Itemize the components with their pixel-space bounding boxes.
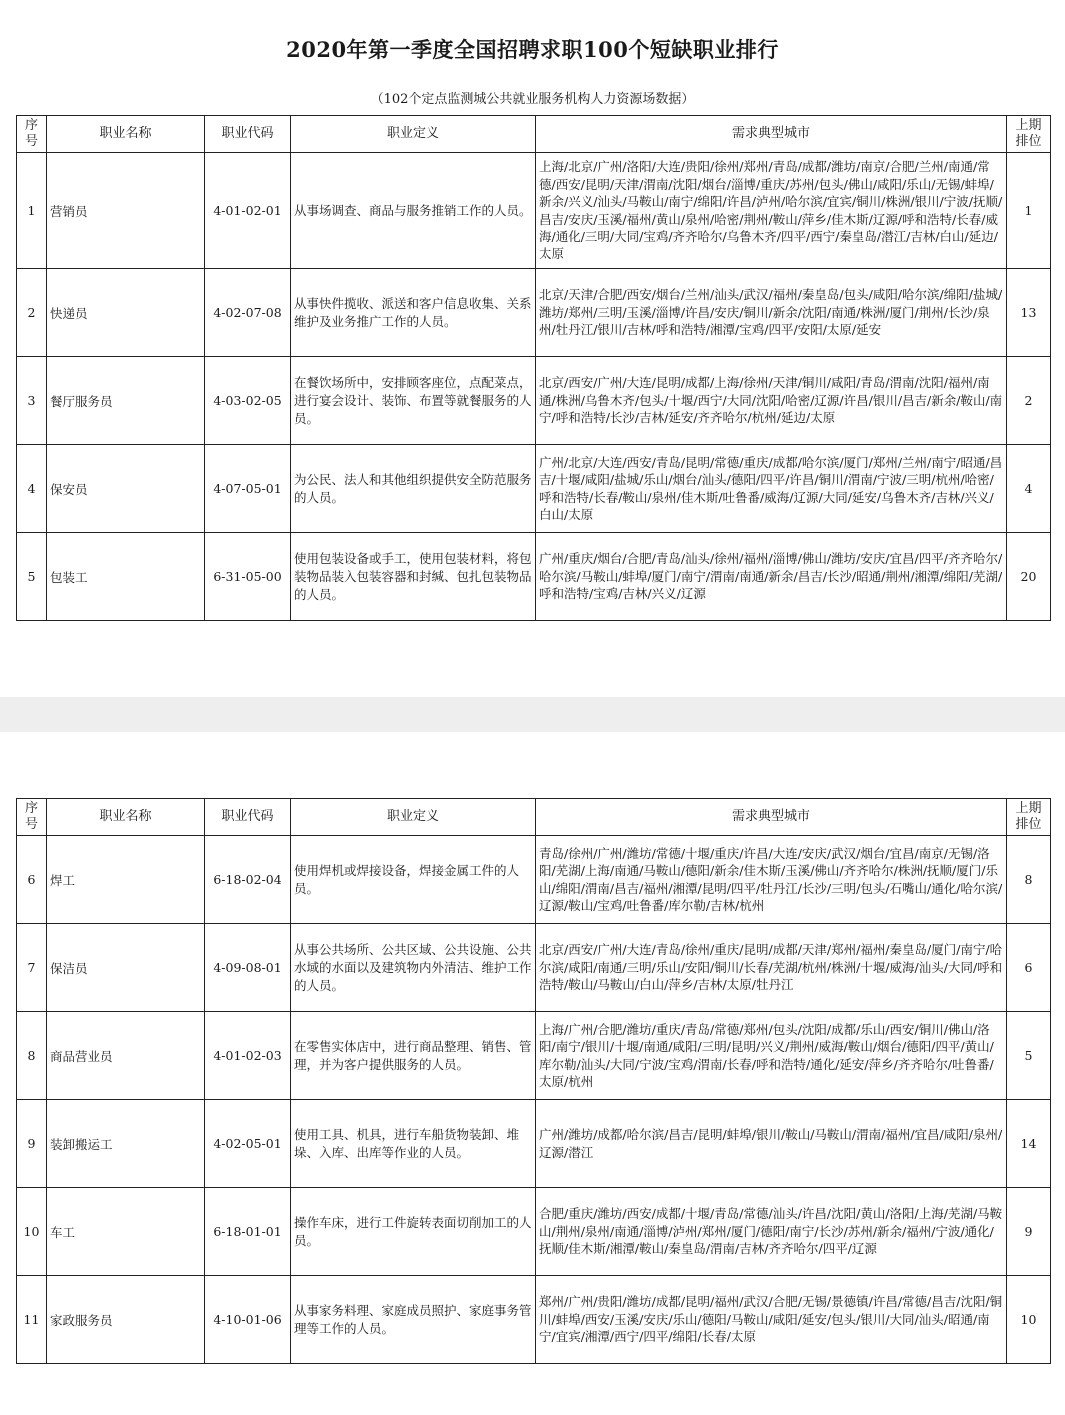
table-row <box>17 357 1051 445</box>
cell-previous-rank: 6 <box>1007 924 1051 1012</box>
cell-no: 11 <box>17 1276 47 1364</box>
cell-demand-cities: 上海/北京/广州/洛阳/大连/贵阳/徐州/郑州/青岛/成都/潍坊/南京/合肥/兰州/南通/常德/西安/昆明/天津/渭南/沈阳/烟台/淄博/重庆/苏州/包头/佛山/咸阳/乐山/无锡/蚌埠/新余/兴义/汕头/马鞍山/南宁/绵阳/许昌/泸州/哈尔滨/宜宾/铜川/株洲/银川/宁波/抚顺/昌吉/安庆/玉溪/福州/黄山/泉州/哈密/荆州/鞍山/萍乡/佳木斯/辽源/呼和浩特/长春/威海/通化/三明/大同/宝鸡/齐齐哈尔/乌鲁木齐/四平/西宁/秦皇岛/潜江/吉林/白山/延边/太原 <box>536 153 1007 269</box>
cell-occupation-definition: 为公民、法人和其他组织提供安全防范服务的人员。 <box>291 445 536 533</box>
cell-demand-cities: 北京/西安/广州/大连/青岛/徐州/重庆/昆明/成都/天津/郑州/福州/秦皇岛/厦门/南宁/哈尔滨/咸阳/南通/三明/乐山/安阳/铜川/长春/芜湖/杭州/株洲/十堰/威海/汕头/大同/呼和浩特/鞍山/马鞍山/白山/萍乡/吉林/太原/牡丹江 <box>536 924 1007 1012</box>
table-body-part-2 <box>17 836 1051 1364</box>
cell-occupation-code: 4-07-05-01 <box>205 445 291 533</box>
cell-no: 2 <box>17 269 47 357</box>
shortage-occupation-table-part-1 <box>16 115 1051 621</box>
cell-previous-rank: 9 <box>1007 1188 1051 1276</box>
cell-occupation-code: 4-03-02-05 <box>205 357 291 445</box>
table-row <box>17 1188 1051 1276</box>
table-row <box>17 836 1051 924</box>
cell-occupation-name: 保安员 <box>47 445 205 533</box>
cell-demand-cities: 合肥/重庆/潍坊/西安/成都/十堰/青岛/常德/汕头/许昌/沈阳/黄山/洛阳/上海/芜湖/马鞍山/荆州/泉州/南通/淄博/泸州/郑州/厦门/德阳/南宁/长沙/苏州/新余/福州/宁波/通化/抚顺/佳木斯/湘潭/鞍山/秦皇岛/渭南/吉林/齐齐哈尔/四平/辽源 <box>536 1188 1007 1276</box>
header-occupation-definition: 职业定义 <box>291 799 536 836</box>
cell-occupation-definition: 使用焊机或焊接设备，焊接金属工件的人员。 <box>291 836 536 924</box>
table-body-part-1 <box>17 153 1051 621</box>
header-demand-cities: 需求典型城市 <box>536 116 1007 153</box>
header-occupation-definition: 职业定义 <box>291 116 536 153</box>
cell-occupation-name: 餐厅服务员 <box>47 357 205 445</box>
cell-occupation-code: 4-09-08-01 <box>205 924 291 1012</box>
header-previous-rank: 上期排位 <box>1007 799 1051 836</box>
cell-occupation-definition: 从事公共场所、公共区域、公共设施、公共水域的水面以及建筑物内外清洁、维护工作的人员。 <box>291 924 536 1012</box>
cell-occupation-definition: 在餐饮场所中，安排顾客座位，点配菜点，进行宴会设计、装饰、布置等就餐服务的人员。 <box>291 357 536 445</box>
cell-occupation-code: 6-31-05-00 <box>205 533 291 621</box>
cell-previous-rank: 2 <box>1007 357 1051 445</box>
table-row <box>17 924 1051 1012</box>
table-row <box>17 533 1051 621</box>
cell-occupation-name: 保洁员 <box>47 924 205 1012</box>
cell-previous-rank: 8 <box>1007 836 1051 924</box>
cell-occupation-definition: 操作车床，进行工件旋转表面切削加工的人员。 <box>291 1188 536 1276</box>
cell-occupation-code: 6-18-01-01 <box>205 1188 291 1276</box>
page-subtitle: （102个定点监测城公共就业服务机构人力资源场数据） <box>370 92 695 107</box>
table-row <box>17 1276 1051 1364</box>
cell-occupation-name: 家政服务员 <box>47 1276 205 1364</box>
cell-occupation-definition: 在零售实体店中，进行商品整理、销售、管理，并为客户提供服务的人员。 <box>291 1012 536 1100</box>
cell-demand-cities: 广州/重庆/烟台/合肥/青岛/汕头/徐州/福州/淄博/佛山/潍坊/安庆/宜昌/四平/齐齐哈尔/哈尔滨/马鞍山/蚌埠/厦门/南宁/渭南/南通/新余/昌吉/长沙/昭通/荆州/湘潭/绵阳/芜湖/呼和浩特/宝鸡/吉林/兴义/辽源 <box>536 533 1007 621</box>
cell-demand-cities: 青岛/徐州/广州/潍坊/常德/十堰/重庆/许昌/大连/安庆/武汉/烟台/宜昌/南京/无锡/洛阳/芜湖/上海/南通/马鞍山/德阳/新余/佳木斯/玉溪/佛山/齐齐哈尔/株洲/抚顺/厦门/乐山/绵阳/渭南/昌吉/福州/湘潭/昆明/四平/牡丹江/长沙/三明/包头/石嘴山/通化/哈尔滨/辽源/鞍山/宝鸡/吐鲁番/库尔勒/吉林/杭州 <box>536 836 1007 924</box>
shortage-occupation-table-part-2 <box>16 798 1051 1364</box>
cell-previous-rank: 14 <box>1007 1100 1051 1188</box>
header-previous-rank: 上期排位 <box>1007 116 1051 153</box>
cell-occupation-definition: 使用包装设备或手工，使用包装材料，将包装物品装入包装容器和封缄、包扎包装物品的人员。 <box>291 533 536 621</box>
cell-no: 6 <box>17 836 47 924</box>
cell-no: 1 <box>17 153 47 269</box>
cell-no: 7 <box>17 924 47 1012</box>
cell-demand-cities: 广州/潍坊/成都/哈尔滨/昌吉/昆明/蚌埠/银川/鞍山/马鞍山/渭南/福州/宜昌/咸阳/泉州/辽源/潜江 <box>536 1100 1007 1188</box>
cell-no: 8 <box>17 1012 47 1100</box>
header-demand-cities: 需求典型城市 <box>536 799 1007 836</box>
cell-no: 9 <box>17 1100 47 1188</box>
cell-previous-rank: 13 <box>1007 269 1051 357</box>
page-separator <box>0 697 1065 732</box>
cell-occupation-code: 4-02-05-01 <box>205 1100 291 1188</box>
table-header-row <box>17 799 1051 836</box>
cell-occupation-name: 焊工 <box>47 836 205 924</box>
cell-occupation-definition: 从事快件揽收、派送和客户信息收集、关系维护及业务推广工作的人员。 <box>291 269 536 357</box>
cell-occupation-name: 装卸搬运工 <box>47 1100 205 1188</box>
cell-previous-rank: 20 <box>1007 533 1051 621</box>
cell-occupation-code: 4-02-07-08 <box>205 269 291 357</box>
cell-occupation-name: 商品营业员 <box>47 1012 205 1100</box>
cell-occupation-code: 4-10-01-06 <box>205 1276 291 1364</box>
cell-no: 4 <box>17 445 47 533</box>
table-row <box>17 1100 1051 1188</box>
cell-occupation-name: 营销员 <box>47 153 205 269</box>
table-row <box>17 269 1051 357</box>
cell-no: 5 <box>17 533 47 621</box>
header-occupation-code: 职业代码 <box>205 799 291 836</box>
cell-previous-rank: 10 <box>1007 1276 1051 1364</box>
cell-occupation-name: 车工 <box>47 1188 205 1276</box>
header-no: 序号 <box>17 799 47 836</box>
cell-occupation-code: 4-01-02-03 <box>205 1012 291 1100</box>
header-occupation-code: 职业代码 <box>205 116 291 153</box>
cell-demand-cities: 郑州/广州/贵阳/潍坊/成都/昆明/福州/武汉/合肥/无锡/景德镇/许昌/常德/昌吉/沈阳/铜川/蚌埠/西安/玉溪/安庆/乐山/德阳/马鞍山/咸阳/延安/包头/银川/大同/汕头/昭通/南宁/宜宾/湘潭/西宁/四平/绵阳/长春/太原 <box>536 1276 1007 1364</box>
cell-no: 3 <box>17 357 47 445</box>
cell-previous-rank: 5 <box>1007 1012 1051 1100</box>
table-row <box>17 153 1051 269</box>
cell-occupation-name: 包装工 <box>47 533 205 621</box>
cell-previous-rank: 4 <box>1007 445 1051 533</box>
table-row <box>17 445 1051 533</box>
cell-previous-rank: 1 <box>1007 153 1051 269</box>
cell-demand-cities: 广州/北京/大连/西安/青岛/昆明/常德/重庆/成都/哈尔滨/厦门/郑州/兰州/南宁/昭通/昌吉/十堰/咸阳/盐城/乐山/烟台/汕头/德阳/四平/许昌/铜川/渭南/宁波/三明/杭州/哈密/呼和浩特/长春/鞍山/泉州/佳木斯/吐鲁番/威海/辽源/大同/延安/乌鲁木齐/吉林/兴义/白山/太原 <box>536 445 1007 533</box>
cell-demand-cities: 北京/西安/广州/大连/昆明/成都/上海/徐州/天津/铜川/咸阳/青岛/渭南/沈阳/福州/南通/株洲/乌鲁木齐/包头/十堰/西宁/大同/沈阳/哈密/辽源/许昌/银川/昌吉/新余/鞍山/南宁/呼和浩特/长沙/吉林/延安/齐齐哈尔/杭州/延边/太原 <box>536 357 1007 445</box>
table-header-row <box>17 116 1051 153</box>
table-row <box>17 1012 1051 1100</box>
cell-occupation-definition: 使用工具、机具，进行车船货物装卸、堆垛、入库、出库等作业的人员。 <box>291 1100 536 1188</box>
cell-occupation-definition: 从事家务料理、家庭成员照护、家庭事务管理等工作的人员。 <box>291 1276 536 1364</box>
header-occupation-name: 职业名称 <box>47 116 205 153</box>
cell-no: 10 <box>17 1188 47 1276</box>
cell-occupation-code: 4-01-02-01 <box>205 153 291 269</box>
cell-occupation-code: 6-18-02-04 <box>205 836 291 924</box>
header-no: 序号 <box>17 116 47 153</box>
cell-demand-cities: 北京/天津/合肥/西安/烟台/兰州/汕头/武汉/福州/秦皇岛/包头/咸阳/哈尔滨/绵阳/盐城/潍坊/郑州/三明/玉溪/淄博/许昌/安庆/铜川/新余/沈阳/南通/株洲/厦门/荆州/长沙/泉州/牡丹江/银川/吉林/呼和浩特/湘潭/宝鸡/四平/安阳/太原/延安 <box>536 269 1007 357</box>
cell-occupation-name: 快递员 <box>47 269 205 357</box>
page-title: 2020年第一季度全国招聘求职100个短缺职业排行 <box>286 37 779 62</box>
header-occupation-name: 职业名称 <box>47 799 205 836</box>
cell-occupation-definition: 从事场调查、商品与服务推销工作的人员。 <box>291 153 536 269</box>
cell-demand-cities: 上海/广州/合肥/潍坊/重庆/青岛/常德/郑州/包头/沈阳/成都/乐山/西安/铜川/佛山/洛阳/南宁/银川/十堰/南通/咸阳/三明/昆明/兴义/荆州/威海/鞍山/烟台/德阳/四平/黄山/库尔勒/汕头/大同/宁波/宝鸡/渭南/长春/呼和浩特/通化/延安/萍乡/齐齐哈尔/吐鲁番/太原/杭州 <box>536 1012 1007 1100</box>
